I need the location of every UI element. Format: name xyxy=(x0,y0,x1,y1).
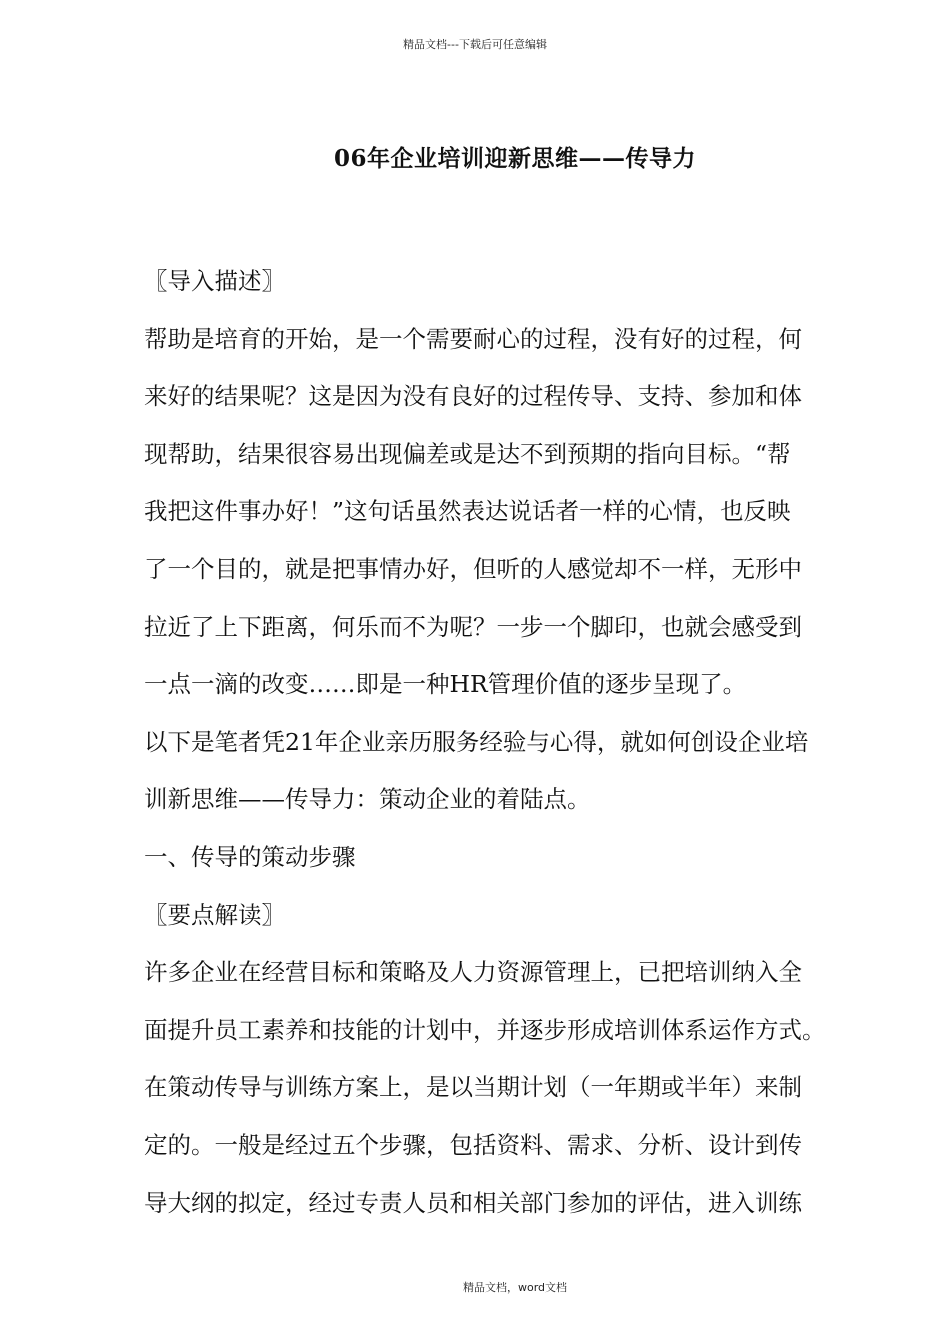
body-line: 拉近了上下距离，何乐而不为呢？一步一个脚印，也就会感受到 xyxy=(144,612,802,641)
body-line: 许多企业在经营目标和策略及人力资源管理上，已把培训纳入全 xyxy=(144,958,802,987)
body-line: 定的。一般是经过五个步骤，包括资料、需求、分析、设计到传 xyxy=(144,1130,802,1159)
body-line: 现帮助，结果很容易出现偏差或是达不到预期的指向目标。“帮 xyxy=(144,439,791,468)
section-label-key-points: 〖要点解读〗 xyxy=(144,900,285,929)
section-label-intro: 〖导入描述〗 xyxy=(144,267,285,295)
body-line: 我把这件事办好！”这句话虽然表达说话者一样的心情，也反映 xyxy=(144,497,791,526)
page-footer: 精品文档，word文档 xyxy=(462,1281,568,1294)
body-line: 帮助是培育的开始，是一个需要耐心的过程，没有好的过程，何 xyxy=(144,324,802,353)
document-title: 06年企业培训迎新思维——传导力 xyxy=(333,145,696,172)
page-header: 精品文档---下载后可任意编辑 xyxy=(403,38,547,51)
body-line: 来好的结果呢？这是因为没有良好的过程传导、支持、参加和体 xyxy=(144,382,802,411)
body-line: 在策动传导与训练方案上，是以当期计划（一年期或半年）来制 xyxy=(144,1073,802,1102)
body-line: 以下是笔者凭21年企业亲历服务经验与心得，就如何创设企业培 xyxy=(144,727,809,756)
body-line: 面提升员工素养和技能的计划中，并逐步形成培训体系运作方式。 xyxy=(144,1015,826,1044)
body-line: 了一个目的，就是把事情办好，但听的人感觉却不一样，无形中 xyxy=(144,554,802,583)
body-line: 训新思维——传导力：策动企业的着陆点。 xyxy=(144,785,591,814)
document-body xyxy=(144,253,884,1232)
body-line: 导大纲的拟定，经过专责人员和相关部门参加的评估，进入训练 xyxy=(144,1188,802,1217)
body-line: 一点一滴的改变……即是一种HR管理价值的逐步呈现了。 xyxy=(144,670,747,699)
section-heading: 一、传导的策动步骤 xyxy=(144,842,356,871)
